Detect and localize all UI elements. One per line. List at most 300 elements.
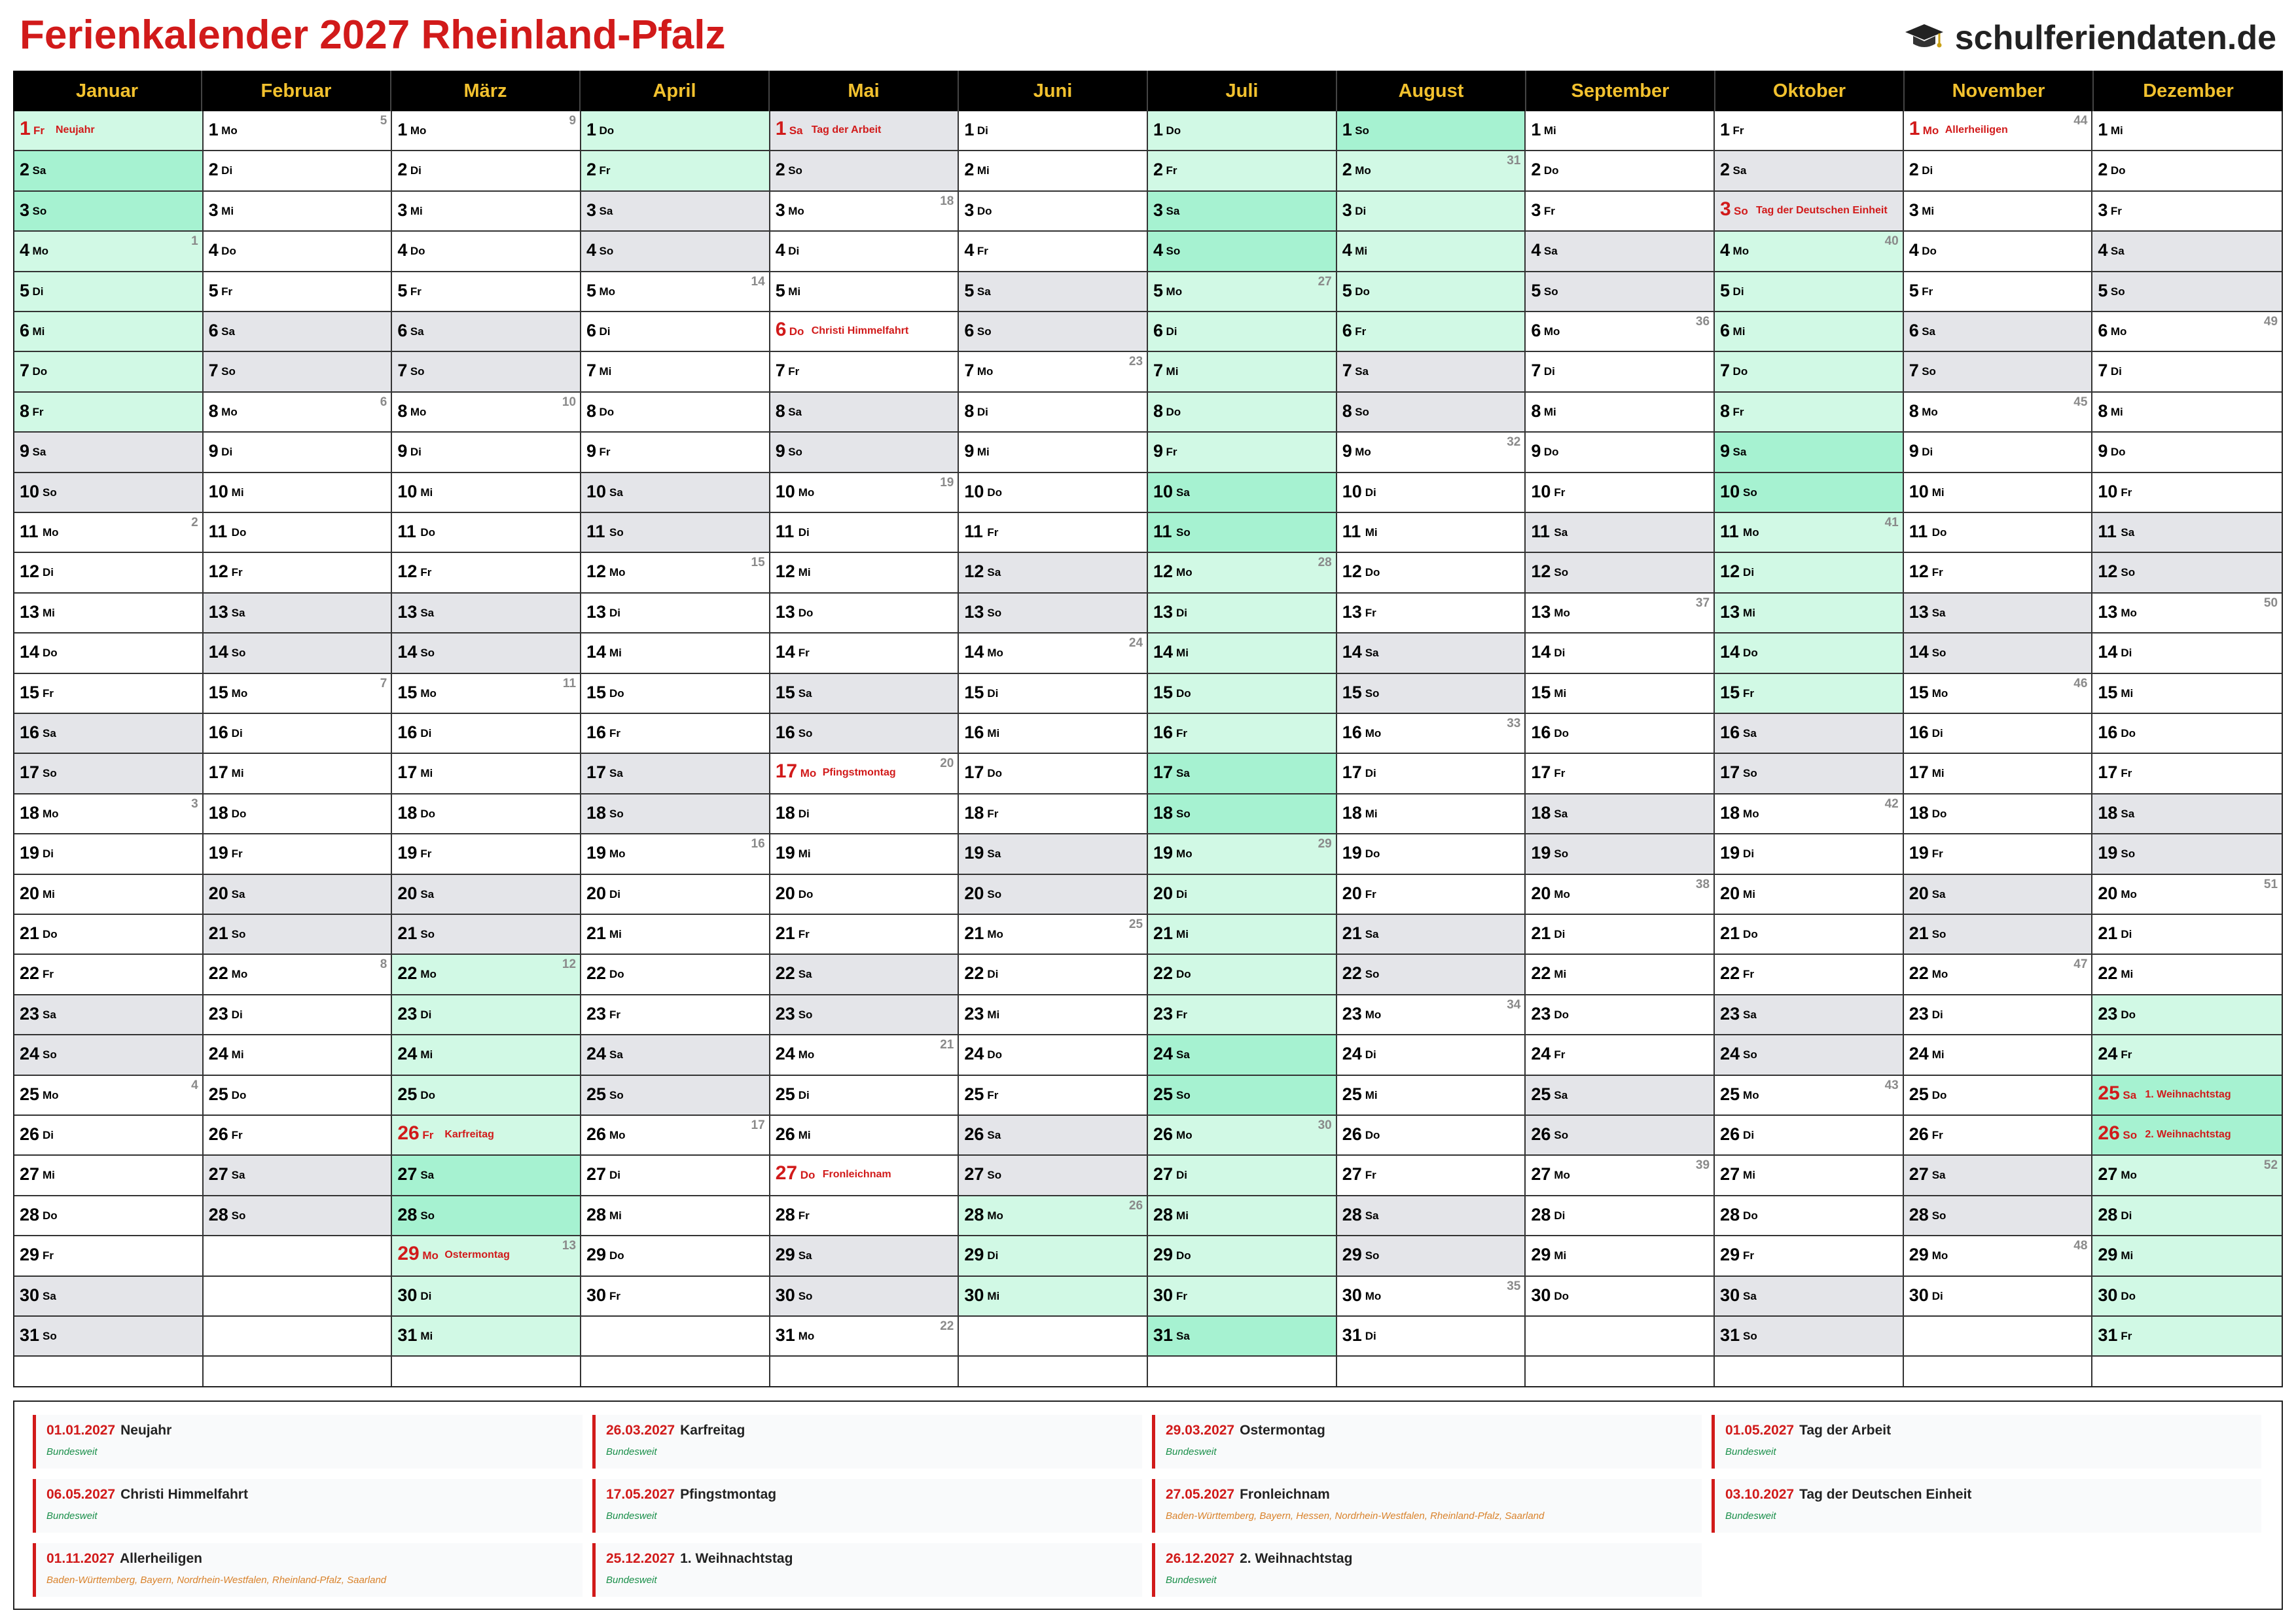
day-cell[interactable]	[581, 714, 769, 754]
day-cell[interactable]	[770, 633, 958, 673]
day-cell[interactable]	[581, 794, 769, 834]
day-cell[interactable]	[1904, 1116, 2092, 1156]
day-cell[interactable]	[1904, 111, 2092, 151]
day-cell[interactable]	[14, 875, 202, 915]
day-cell[interactable]	[1526, 1196, 1713, 1236]
day-cell[interactable]	[1148, 875, 1336, 915]
day-cell[interactable]	[392, 594, 580, 633]
day-cell[interactable]	[392, 714, 580, 754]
day-cell[interactable]	[581, 352, 769, 392]
day-cell[interactable]	[1337, 272, 1525, 312]
day-cell[interactable]	[2092, 754, 2282, 794]
day-cell[interactable]	[581, 834, 769, 874]
day-cell[interactable]	[1526, 393, 1713, 433]
day-cell[interactable]	[392, 674, 580, 714]
day-cell[interactable]	[14, 955, 202, 995]
day-cell[interactable]	[959, 553, 1147, 593]
day-cell[interactable]	[581, 433, 769, 473]
day-cell[interactable]	[14, 232, 202, 272]
day-cell[interactable]	[1148, 674, 1336, 714]
day-cell[interactable]	[1715, 393, 1903, 433]
day-cell[interactable]	[1715, 794, 1903, 834]
day-cell[interactable]	[959, 1116, 1147, 1156]
day-cell[interactable]	[1904, 272, 2092, 312]
day-cell[interactable]	[1148, 834, 1336, 874]
day-cell[interactable]	[1526, 714, 1713, 754]
day-cell[interactable]	[204, 1116, 391, 1156]
day-cell[interactable]	[392, 1156, 580, 1196]
day-cell[interactable]	[2092, 915, 2282, 955]
day-cell[interactable]	[959, 633, 1147, 673]
day-cell[interactable]	[204, 915, 391, 955]
day-cell[interactable]	[581, 875, 769, 915]
day-cell[interactable]	[204, 111, 391, 151]
day-cell[interactable]	[1526, 1076, 1713, 1116]
day-cell[interactable]	[2092, 594, 2282, 633]
day-cell[interactable]	[204, 232, 391, 272]
day-cell[interactable]	[14, 714, 202, 754]
day-cell[interactable]	[2092, 875, 2282, 915]
day-cell[interactable]	[204, 513, 391, 553]
day-cell[interactable]	[204, 834, 391, 874]
day-cell[interactable]	[1904, 754, 2092, 794]
day-cell[interactable]	[204, 192, 391, 232]
day-cell[interactable]	[959, 1236, 1147, 1276]
day-cell[interactable]	[581, 272, 769, 312]
day-cell[interactable]	[1526, 594, 1713, 633]
day-cell[interactable]	[2092, 111, 2282, 151]
day-cell[interactable]	[1148, 915, 1336, 955]
day-cell[interactable]	[959, 433, 1147, 473]
day-cell[interactable]	[1148, 312, 1336, 352]
day-cell[interactable]	[1337, 553, 1525, 593]
day-cell[interactable]	[1526, 473, 1713, 513]
day-cell[interactable]	[1148, 995, 1336, 1035]
day-cell[interactable]	[1337, 1317, 1525, 1357]
day-cell[interactable]	[204, 714, 391, 754]
day-cell[interactable]	[204, 794, 391, 834]
day-cell[interactable]	[959, 513, 1147, 553]
day-cell[interactable]	[1148, 1277, 1336, 1317]
day-cell[interactable]	[1715, 1035, 1903, 1075]
day-cell[interactable]	[581, 232, 769, 272]
day-cell[interactable]	[1904, 553, 2092, 593]
day-cell[interactable]	[959, 674, 1147, 714]
day-cell[interactable]	[1904, 393, 2092, 433]
day-cell[interactable]	[1715, 915, 1903, 955]
day-cell[interactable]	[1337, 633, 1525, 673]
day-cell[interactable]	[581, 1236, 769, 1276]
day-cell[interactable]	[1904, 151, 2092, 191]
day-cell[interactable]	[14, 1156, 202, 1196]
day-cell[interactable]	[770, 915, 958, 955]
day-cell[interactable]	[1526, 272, 1713, 312]
day-cell[interactable]	[770, 1236, 958, 1276]
day-cell[interactable]	[770, 1277, 958, 1317]
day-cell[interactable]	[581, 151, 769, 191]
day-cell[interactable]	[1526, 111, 1713, 151]
day-cell[interactable]	[959, 111, 1147, 151]
day-cell[interactable]	[1148, 1116, 1336, 1156]
day-cell[interactable]	[392, 1196, 580, 1236]
day-cell[interactable]	[1148, 473, 1336, 513]
day-cell[interactable]	[1526, 794, 1713, 834]
day-cell[interactable]	[959, 151, 1147, 191]
day-cell[interactable]	[204, 875, 391, 915]
day-cell[interactable]	[204, 473, 391, 513]
day-cell[interactable]	[1715, 1196, 1903, 1236]
day-cell[interactable]	[1526, 674, 1713, 714]
day-cell[interactable]	[581, 473, 769, 513]
day-cell[interactable]	[959, 915, 1147, 955]
day-cell[interactable]	[1148, 794, 1336, 834]
day-cell[interactable]	[14, 834, 202, 874]
day-cell[interactable]	[1148, 1317, 1336, 1357]
day-cell[interactable]	[1904, 594, 2092, 633]
day-cell[interactable]	[2092, 553, 2282, 593]
day-cell[interactable]	[1715, 272, 1903, 312]
day-cell[interactable]	[392, 995, 580, 1035]
day-cell[interactable]	[959, 1035, 1147, 1075]
day-cell[interactable]	[1148, 1076, 1336, 1116]
day-cell[interactable]	[1148, 594, 1336, 633]
day-cell[interactable]	[14, 553, 202, 593]
day-cell[interactable]	[392, 1035, 580, 1075]
day-cell[interactable]	[959, 794, 1147, 834]
day-cell[interactable]	[1715, 1156, 1903, 1196]
day-cell[interactable]	[392, 111, 580, 151]
day-cell[interactable]	[2092, 1156, 2282, 1196]
day-cell[interactable]	[392, 553, 580, 593]
day-cell[interactable]	[2092, 473, 2282, 513]
day-cell[interactable]	[2092, 834, 2282, 874]
day-cell[interactable]	[959, 594, 1147, 633]
day-cell[interactable]	[1337, 1196, 1525, 1236]
day-cell[interactable]	[1904, 875, 2092, 915]
day-cell[interactable]	[770, 1116, 958, 1156]
day-cell[interactable]	[392, 513, 580, 553]
day-cell[interactable]	[1526, 513, 1713, 553]
day-cell[interactable]	[1904, 633, 2092, 673]
day-cell[interactable]	[204, 433, 391, 473]
day-cell[interactable]	[581, 1277, 769, 1317]
day-cell[interactable]	[1526, 1156, 1713, 1196]
day-cell[interactable]	[2092, 151, 2282, 191]
day-cell[interactable]	[1337, 714, 1525, 754]
day-cell[interactable]	[204, 633, 391, 673]
day-cell[interactable]	[1904, 995, 2092, 1035]
day-cell[interactable]	[14, 1317, 202, 1357]
day-cell[interactable]	[14, 473, 202, 513]
day-cell[interactable]	[770, 955, 958, 995]
day-cell[interactable]	[392, 352, 580, 392]
day-cell[interactable]	[1526, 834, 1713, 874]
day-cell[interactable]	[204, 272, 391, 312]
day-cell[interactable]	[392, 312, 580, 352]
day-cell[interactable]	[1337, 794, 1525, 834]
day-cell[interactable]	[1715, 312, 1903, 352]
day-cell[interactable]	[1526, 433, 1713, 473]
day-cell[interactable]	[204, 1196, 391, 1236]
day-cell[interactable]	[1904, 1156, 2092, 1196]
day-cell[interactable]	[1337, 955, 1525, 995]
day-cell[interactable]	[1904, 834, 2092, 874]
day-cell[interactable]	[392, 1236, 580, 1276]
day-cell[interactable]	[1337, 1236, 1525, 1276]
day-cell[interactable]	[1715, 674, 1903, 714]
day-cell[interactable]	[392, 794, 580, 834]
day-cell[interactable]	[770, 834, 958, 874]
day-cell[interactable]	[581, 393, 769, 433]
day-cell[interactable]	[1337, 393, 1525, 433]
day-cell[interactable]	[770, 272, 958, 312]
day-cell[interactable]	[770, 111, 958, 151]
day-cell[interactable]	[1148, 633, 1336, 673]
day-cell[interactable]	[959, 1196, 1147, 1236]
day-cell[interactable]	[392, 192, 580, 232]
day-cell[interactable]	[392, 1317, 580, 1357]
day-cell[interactable]	[392, 433, 580, 473]
day-cell[interactable]	[14, 794, 202, 834]
day-cell[interactable]	[2092, 232, 2282, 272]
day-cell[interactable]	[770, 312, 958, 352]
day-cell[interactable]	[392, 633, 580, 673]
day-cell[interactable]	[1337, 875, 1525, 915]
day-cell[interactable]	[959, 232, 1147, 272]
day-cell[interactable]	[14, 754, 202, 794]
day-cell[interactable]	[1715, 1277, 1903, 1317]
day-cell[interactable]	[204, 1156, 391, 1196]
day-cell[interactable]	[1715, 1317, 1903, 1357]
day-cell[interactable]	[1148, 754, 1336, 794]
day-cell[interactable]	[1715, 594, 1903, 633]
day-cell[interactable]	[1337, 473, 1525, 513]
day-cell[interactable]	[1526, 1035, 1713, 1075]
day-cell[interactable]	[1715, 1116, 1903, 1156]
day-cell[interactable]	[1148, 151, 1336, 191]
day-cell[interactable]	[1526, 1236, 1713, 1276]
day-cell[interactable]	[14, 393, 202, 433]
day-cell[interactable]	[1904, 473, 2092, 513]
day-cell[interactable]	[204, 594, 391, 633]
day-cell[interactable]	[14, 633, 202, 673]
day-cell[interactable]	[959, 312, 1147, 352]
day-cell[interactable]	[581, 111, 769, 151]
day-cell[interactable]	[14, 1196, 202, 1236]
day-cell[interactable]	[1715, 1076, 1903, 1116]
day-cell[interactable]	[959, 875, 1147, 915]
day-cell[interactable]	[1526, 1116, 1713, 1156]
day-cell[interactable]	[770, 1076, 958, 1116]
day-cell[interactable]	[1337, 1076, 1525, 1116]
day-cell[interactable]	[1715, 553, 1903, 593]
day-cell[interactable]	[14, 674, 202, 714]
day-cell[interactable]	[14, 513, 202, 553]
day-cell[interactable]	[1148, 553, 1336, 593]
day-cell[interactable]	[14, 192, 202, 232]
day-cell[interactable]	[204, 754, 391, 794]
day-cell[interactable]	[1337, 232, 1525, 272]
day-cell[interactable]	[14, 151, 202, 191]
day-cell[interactable]	[1526, 553, 1713, 593]
day-cell[interactable]	[581, 513, 769, 553]
day-cell[interactable]	[959, 754, 1147, 794]
day-cell[interactable]	[1715, 995, 1903, 1035]
day-cell[interactable]	[2092, 995, 2282, 1035]
day-cell[interactable]	[1715, 473, 1903, 513]
day-cell[interactable]	[770, 1156, 958, 1196]
day-cell[interactable]	[581, 312, 769, 352]
day-cell[interactable]	[770, 875, 958, 915]
day-cell[interactable]	[959, 995, 1147, 1035]
day-cell[interactable]	[1904, 352, 2092, 392]
day-cell[interactable]	[581, 1076, 769, 1116]
day-cell[interactable]	[959, 834, 1147, 874]
day-cell[interactable]	[1904, 1196, 2092, 1236]
day-cell[interactable]	[392, 955, 580, 995]
day-cell[interactable]	[770, 433, 958, 473]
day-cell[interactable]	[1337, 312, 1525, 352]
day-cell[interactable]	[1337, 1156, 1525, 1196]
day-cell[interactable]	[1526, 232, 1713, 272]
day-cell[interactable]	[1526, 151, 1713, 191]
day-cell[interactable]	[581, 553, 769, 593]
day-cell[interactable]	[392, 1076, 580, 1116]
day-cell[interactable]	[2092, 513, 2282, 553]
day-cell[interactable]	[1715, 834, 1903, 874]
day-cell[interactable]	[581, 633, 769, 673]
day-cell[interactable]	[1904, 714, 2092, 754]
day-cell[interactable]	[1904, 1076, 2092, 1116]
day-cell[interactable]	[392, 915, 580, 955]
day-cell[interactable]	[1148, 714, 1336, 754]
day-cell[interactable]	[1148, 393, 1336, 433]
day-cell[interactable]	[1904, 232, 2092, 272]
day-cell[interactable]	[1904, 1277, 2092, 1317]
day-cell[interactable]	[959, 192, 1147, 232]
day-cell[interactable]	[1148, 111, 1336, 151]
day-cell[interactable]	[1337, 352, 1525, 392]
day-cell[interactable]	[14, 433, 202, 473]
day-cell[interactable]	[14, 352, 202, 392]
day-cell[interactable]	[1526, 995, 1713, 1035]
day-cell[interactable]	[1715, 151, 1903, 191]
day-cell[interactable]	[1337, 192, 1525, 232]
day-cell[interactable]	[2092, 312, 2282, 352]
day-cell[interactable]	[1337, 1035, 1525, 1075]
day-cell[interactable]	[14, 1116, 202, 1156]
day-cell[interactable]	[2092, 1196, 2282, 1236]
day-cell[interactable]	[1148, 1236, 1336, 1276]
day-cell[interactable]	[1526, 955, 1713, 995]
day-cell[interactable]	[959, 1156, 1147, 1196]
day-cell[interactable]	[1715, 111, 1903, 151]
day-cell[interactable]	[1337, 513, 1525, 553]
day-cell[interactable]	[2092, 633, 2282, 673]
day-cell[interactable]	[1715, 192, 1903, 232]
day-cell[interactable]	[581, 754, 769, 794]
day-cell[interactable]	[770, 995, 958, 1035]
day-cell[interactable]	[2092, 955, 2282, 995]
day-cell[interactable]	[2092, 393, 2282, 433]
day-cell[interactable]	[1526, 352, 1713, 392]
day-cell[interactable]	[959, 352, 1147, 392]
day-cell[interactable]	[1337, 433, 1525, 473]
day-cell[interactable]	[1904, 513, 2092, 553]
day-cell[interactable]	[770, 1035, 958, 1075]
day-cell[interactable]	[1715, 433, 1903, 473]
day-cell[interactable]	[1148, 272, 1336, 312]
day-cell[interactable]	[1337, 151, 1525, 191]
day-cell[interactable]	[1526, 1277, 1713, 1317]
day-cell[interactable]	[14, 1076, 202, 1116]
day-cell[interactable]	[1337, 1277, 1525, 1317]
day-cell[interactable]	[2092, 192, 2282, 232]
day-cell[interactable]	[959, 1076, 1147, 1116]
day-cell[interactable]	[1337, 1116, 1525, 1156]
day-cell[interactable]	[2092, 1236, 2282, 1276]
day-cell[interactable]	[581, 1035, 769, 1075]
day-cell[interactable]	[770, 352, 958, 392]
day-cell[interactable]	[14, 995, 202, 1035]
day-cell[interactable]	[770, 513, 958, 553]
day-cell[interactable]	[1715, 1236, 1903, 1276]
day-cell[interactable]	[581, 995, 769, 1035]
day-cell[interactable]	[2092, 674, 2282, 714]
day-cell[interactable]	[1148, 513, 1336, 553]
day-cell[interactable]	[581, 192, 769, 232]
day-cell[interactable]	[1904, 433, 2092, 473]
day-cell[interactable]	[392, 393, 580, 433]
day-cell[interactable]	[770, 553, 958, 593]
day-cell[interactable]	[1148, 232, 1336, 272]
day-cell[interactable]	[581, 1116, 769, 1156]
day-cell[interactable]	[1904, 1236, 2092, 1276]
day-cell[interactable]	[1715, 633, 1903, 673]
day-cell[interactable]	[392, 232, 580, 272]
day-cell[interactable]	[1904, 312, 2092, 352]
day-cell[interactable]	[204, 352, 391, 392]
day-cell[interactable]	[2092, 794, 2282, 834]
day-cell[interactable]	[2092, 714, 2282, 754]
day-cell[interactable]	[2092, 352, 2282, 392]
day-cell[interactable]	[1148, 955, 1336, 995]
day-cell[interactable]	[2092, 1277, 2282, 1317]
day-cell[interactable]	[581, 674, 769, 714]
day-cell[interactable]	[2092, 1317, 2282, 1357]
day-cell[interactable]	[14, 1035, 202, 1075]
day-cell[interactable]	[14, 915, 202, 955]
day-cell[interactable]	[392, 834, 580, 874]
day-cell[interactable]	[392, 473, 580, 513]
day-cell[interactable]	[1337, 834, 1525, 874]
day-cell[interactable]	[1904, 794, 2092, 834]
day-cell[interactable]	[1526, 312, 1713, 352]
day-cell[interactable]	[392, 1277, 580, 1317]
brand[interactable]	[1904, 17, 2276, 59]
day-cell[interactable]	[1337, 754, 1525, 794]
day-cell[interactable]	[1337, 995, 1525, 1035]
day-cell[interactable]	[581, 915, 769, 955]
day-cell[interactable]	[581, 1196, 769, 1236]
day-cell[interactable]	[959, 393, 1147, 433]
day-cell[interactable]	[14, 1277, 202, 1317]
day-cell[interactable]	[770, 714, 958, 754]
day-cell[interactable]	[204, 553, 391, 593]
day-cell[interactable]	[581, 955, 769, 995]
day-cell[interactable]	[1904, 915, 2092, 955]
day-cell[interactable]	[770, 1317, 958, 1357]
